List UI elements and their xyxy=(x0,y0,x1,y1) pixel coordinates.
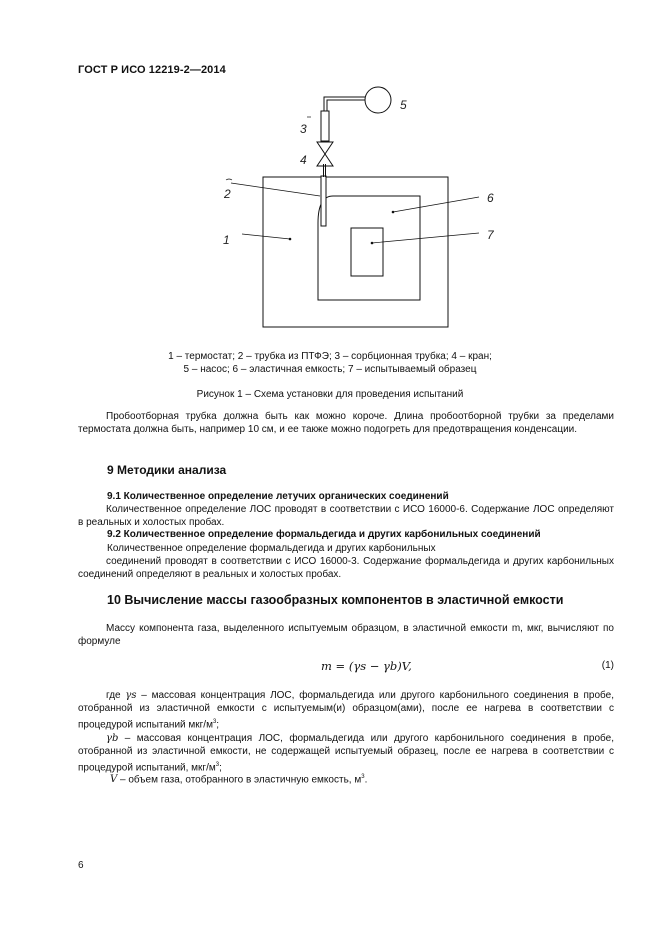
where-prefix: где xyxy=(106,690,121,701)
label-3: 3 xyxy=(300,122,307,136)
section-9-heading: 9 Методики анализа xyxy=(107,463,227,477)
valve xyxy=(317,142,333,166)
dot-7 xyxy=(371,242,374,245)
paragraph-sampling-tube: Пробоотборная трубка должна быть как можно короче. Длина пробоотборной трубки за пределами термостата должна быть, например 10 см, и ее также можно подогреть для предотвращения конденсации. xyxy=(78,411,614,436)
ptfe-tube xyxy=(321,176,326,226)
figure-legend-line1: 1 – термостат; 2 – трубка из ПТФЭ; 3 – сорбционная трубка; 4 – кран; xyxy=(168,351,492,362)
sorption-tube xyxy=(321,111,329,141)
symbol-gamma-s: γs xyxy=(125,690,137,701)
dot-1 xyxy=(289,238,292,241)
section-9-2-text: соединений проводят в соответствии с ИСО 16000-3. Содержание формальдегида и других карбонильных соединений определяют в реальных и холостых пробах. xyxy=(78,556,614,581)
section-9-1-heading: 9.1 Количественное определение летучих органических соединений xyxy=(107,491,449,502)
label-7: 7 xyxy=(487,228,494,242)
leader-2 xyxy=(231,183,320,196)
leader-7 xyxy=(372,233,479,243)
sup-3-c: 3 xyxy=(361,774,365,780)
section-10-heading: 10 Вычисление массы газообразных компонентов в эластичной емкости xyxy=(107,593,564,607)
definition-gamma-s: где γs – массовая концентрация ЛОС, формальдегида или другого карбонильного соединения в пробе, отобранной из эластичной емкости с испытуемым(и) образцом(ами), после ее нагрева в соответствии с процедурой испытаний мкг/$м^3$; xyxy=(78,690,614,730)
definition-gamma-b-text: – массовая концентрация ЛОС, формальдегида или другого карбонильного соединения в пробе, отобранной из эластичной емкости, не содержащей испытуемый образец, после ее нагрева в соответствии с процедурой испытаний, мкг/м xyxy=(78,733,614,773)
sup-3-b: 3 xyxy=(215,761,220,768)
figure-title: Рисунок 1 – Схема установки для проведения испытаний xyxy=(196,389,464,400)
flexible-container xyxy=(318,196,420,300)
symbol-v: V xyxy=(110,774,118,786)
document-header: ГОСТ Р ИСО 12219-2—2014 xyxy=(78,64,226,76)
label-5: 5 xyxy=(400,98,407,112)
figure-legend xyxy=(60,350,600,376)
label-1: 1 xyxy=(223,233,230,247)
definition-gamma-b: γb – массовая концентрация ЛОС, формальдегида или другого карбонильного соединения в пробе, отобранной из эластичной емкости, не содержащей испытуемый образец, после ее нагрева в соответствии с процедурой испытаний, мкг/$м^3$; xyxy=(78,733,614,773)
label-6: 6 xyxy=(487,191,494,205)
label-2: 2 xyxy=(224,187,231,201)
tick-2 xyxy=(226,179,232,180)
formula-1 xyxy=(78,657,614,675)
leader-1 xyxy=(242,234,290,239)
leader-6 xyxy=(393,197,479,212)
page-number: 6 xyxy=(78,860,84,871)
dot-6 xyxy=(392,211,395,214)
definition-v-text: – объем газа, отобранного в эластичную емкость, м xyxy=(117,774,362,786)
section-9-2-heading: 9.2 Количественное определение формальдегида и других карбонильных соединений xyxy=(107,529,541,540)
figure-legend-line2: 5 – насос; 6 – эластичная емкость; 7 – испытываемый образец xyxy=(183,364,477,375)
pump xyxy=(365,87,391,113)
pipe-2 xyxy=(327,100,366,111)
installation-diagram xyxy=(0,80,661,350)
definition-gamma-s-text: – массовая концентрация ЛОС, формальдегида или другого карбонильного соединения в пробе, отобранной из эластичной емкости с испытуемым(и) образцом(ами), после ее нагрева в соответствии с процедурой испытаний мкг/м xyxy=(78,690,614,730)
sup-3-a: 3 xyxy=(212,718,217,725)
definition-v: V – объем газа, отобранного в эластичную емкость, $м^3$. xyxy=(78,771,614,787)
section-9-2-line1: Количественное определение формальдегида и других карбонильных xyxy=(107,543,436,554)
section-10-intro: Массу компонента газа, выделенного испытуемым образцом, в эластичной емкости m, мкг, вычисляют по формуле xyxy=(78,623,614,648)
pipe xyxy=(324,97,366,111)
formula-number: (1) xyxy=(601,660,614,671)
test-specimen xyxy=(351,228,383,276)
section-9-1-text: Количественное определение ЛОС проводят в соответствии с ИСО 16000-6. Содержание ЛОС определяют в реальных и холостых пробах. xyxy=(78,504,614,529)
symbol-gamma-b: γb xyxy=(106,733,119,744)
formula-expression: m = (γs − γb)V, xyxy=(321,659,412,673)
label-4: 4 xyxy=(300,153,307,167)
